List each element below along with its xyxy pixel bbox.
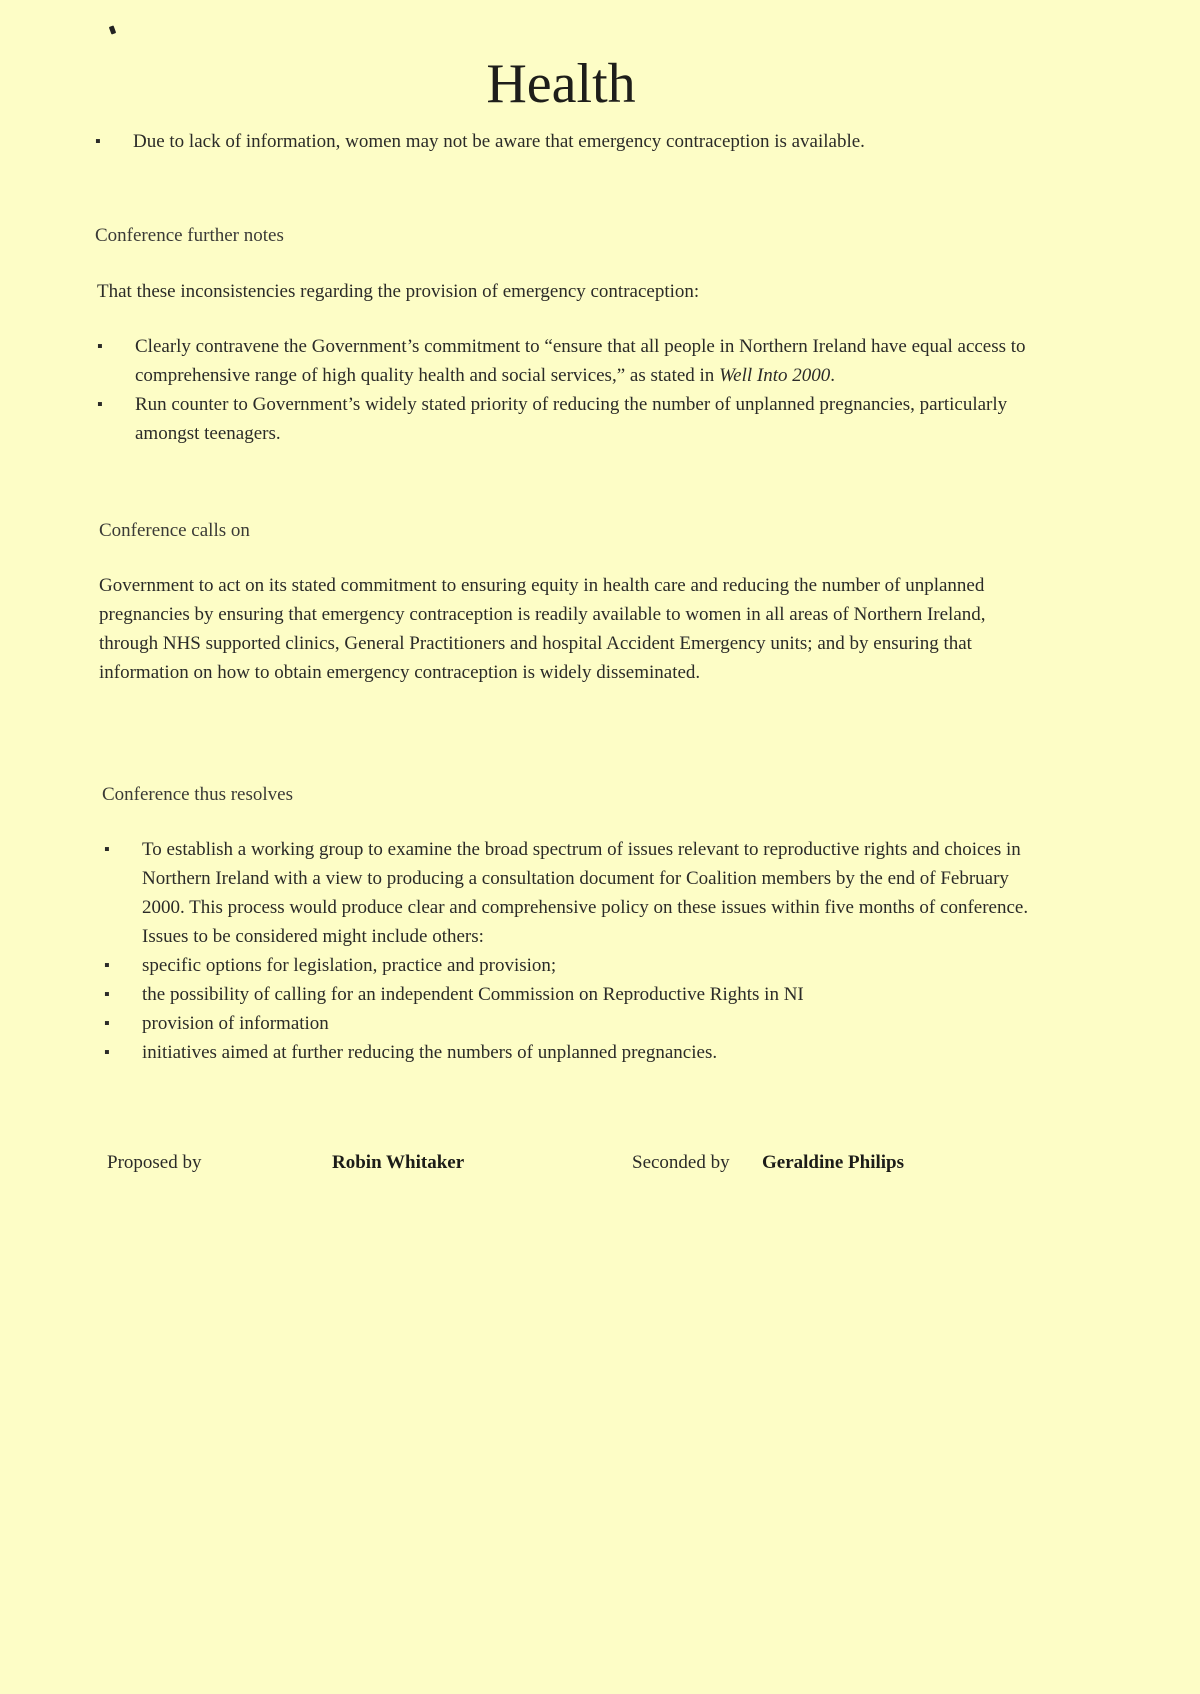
bullet-icon: ▪: [95, 133, 101, 150]
list-item: [104, 1009, 1034, 1038]
further-notes-bullet-suffix: .: [830, 365, 835, 386]
list-item: [104, 835, 1034, 951]
calls-on-heading: Conference calls on: [99, 520, 250, 541]
further-notes-heading: Conference further notes: [95, 225, 284, 246]
further-notes-bullet-list: [97, 332, 1027, 448]
list-item: [104, 1038, 1034, 1067]
seconder-name: Geraldine Philips: [762, 1152, 904, 1173]
list-item: [97, 332, 1027, 390]
list-item: [104, 951, 1034, 980]
bullet-icon: ▪: [104, 1015, 110, 1032]
resolves-bullet-text: provision of information: [142, 1013, 329, 1034]
bullet-icon: ▪: [97, 338, 103, 355]
list-item: [104, 980, 1034, 1009]
seconded-by-label: Seconded by: [632, 1152, 730, 1173]
further-notes-lead: That these inconsistencies regarding the provision of emergency contraception:: [97, 281, 700, 302]
proposed-by-label: Proposed by: [107, 1152, 202, 1173]
scan-speck: [109, 25, 116, 34]
list-item: [95, 127, 995, 156]
list-item: [97, 390, 1027, 448]
intro-bullet-text: Due to lack of information, women may not be aware that emergency contraception is available.: [133, 131, 865, 152]
resolves-bullet-list: [104, 835, 1034, 1067]
calls-on-body: Government to act on its stated commitment to ensuring equity in health care and reducing the number of unplanned pregnancies by ensuring that emergency contraception is readily available to women in all areas of Northern Ireland, through NHS supported clinics, General Practitioners and hospital Accident Emergency units; and by ensuring that information on how to obtain emergency contraception is widely disseminated.: [99, 575, 986, 683]
resolves-bullet-text: initiatives aimed at further reducing the numbers of unplanned pregnancies.: [142, 1042, 718, 1063]
resolves-heading: Conference thus resolves: [102, 784, 293, 805]
publication-title: Well Into 2000: [719, 365, 831, 386]
resolves-bullet-text: the possibility of calling for an independent Commission on Reproductive Rights in NI: [142, 984, 804, 1005]
proposer-name: Robin Whitaker: [332, 1152, 465, 1173]
bullet-icon: ▪: [104, 1044, 110, 1061]
bullet-icon: ▪: [104, 957, 110, 974]
bullet-icon: ▪: [97, 396, 103, 413]
page-title: Health: [486, 53, 636, 115]
further-notes-bullet-text: Clearly contravene the Government’s commitment to “ensure that all people in Northern Ireland have equal access to comprehensive range of high quality health and social services,” as stated in: [135, 336, 1026, 386]
resolves-bullet-text: To establish a working group to examine the broad spectrum of issues relevant to reproductive rights and choices in Northern Ireland with a view to producing a consultation document for Coalition members by the end of February 2000. This process would produce clear and comprehensive policy on these issues within five months of conference. Issues to be considered might include others:: [142, 839, 1029, 947]
further-notes-bullet-text: Run counter to Government’s widely stated priority of reducing the number of unplanned pregnancies, particularly amongst teenagers.: [135, 394, 1008, 444]
bullet-icon: ▪: [104, 841, 110, 858]
intro-bullet-list: [95, 127, 995, 156]
resolves-bullet-text: specific options for legislation, practice and provision;: [142, 955, 557, 976]
bullet-icon: ▪: [104, 986, 110, 1003]
